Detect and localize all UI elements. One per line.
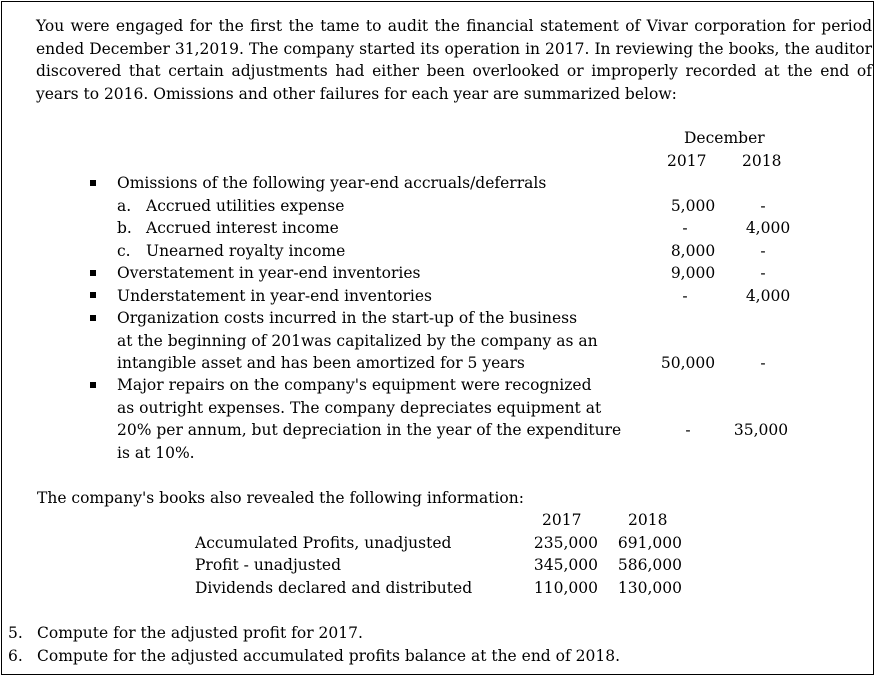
- overstatement-2017: 9,000: [670, 264, 716, 282]
- bullet-icon: [90, 382, 96, 388]
- item-b-2018: 4,000: [745, 219, 791, 237]
- bullet-icon: [90, 180, 96, 186]
- bullet-icon: [90, 292, 96, 298]
- repairs-2018: 35,000: [733, 421, 789, 439]
- item-b-text: Accrued interest income: [146, 219, 339, 237]
- question-text: Compute for the adjusted accumulated profits balance at the end of 2018.: [37, 647, 621, 665]
- books-row-2017: 345,000: [533, 556, 598, 574]
- books-row-label: Accumulated Profits, unadjusted: [195, 534, 452, 552]
- books-intro: The company's books also revealed the following information:: [37, 489, 524, 507]
- intro-text: You were engaged for the first the tame to audit the financial statement of Vivar corporation for period ended December 31,2019. The company started its operation in 2017. In reviewing the books, the auditor discovered that certain adjustments had either been overlooked or improperly recorded at the end of years to 2016. Omissions and other failures for each year are summarized below:: [36, 17, 872, 103]
- overstatement-2018: -: [760, 264, 766, 282]
- question-number: 5.: [8, 624, 23, 642]
- item-c-2017: 8,000: [670, 242, 716, 260]
- org-costs-line-2: at the beginning of 201was capitalized by the company as an: [117, 332, 598, 350]
- repairs-line-2: as outright expenses. The company depreciates equipment at: [117, 399, 602, 417]
- repairs-line-3: 20% per annum, but depreciation in the year of the expenditure: [117, 421, 622, 439]
- item-b-2017: -: [682, 219, 688, 237]
- org-costs-line-1: Organization costs incurred in the start-up of the business: [117, 309, 578, 327]
- books-row-2017: 110,000: [533, 579, 598, 597]
- item-a-letter: a.: [117, 197, 132, 215]
- item-b-letter: b.: [117, 219, 132, 237]
- repairs-line-4: is at 10%.: [117, 444, 195, 462]
- item-a-2018: -: [760, 197, 766, 215]
- books-row-label: Profit - unadjusted: [195, 556, 342, 574]
- books-row-2017: 235,000: [533, 534, 598, 552]
- understatement-text: Understatement in year-end inventories: [117, 287, 432, 305]
- item-a-text: Accrued utilities expense: [146, 197, 345, 215]
- question-number: 6.: [8, 647, 23, 665]
- header-year-2018: 2018: [742, 152, 782, 170]
- repairs-line-1: Major repairs on the company's equipment were recognized: [117, 376, 592, 394]
- understatement-2018: 4,000: [745, 287, 791, 305]
- books-row-2018: 586,000: [617, 556, 682, 574]
- org-costs-2018: -: [760, 354, 766, 372]
- item-c-text: Unearned royalty income: [146, 242, 346, 260]
- question-text: Compute for the adjusted profit for 2017.: [37, 624, 363, 642]
- understatement-2017: -: [682, 287, 688, 305]
- org-costs-2017: 50,000: [660, 354, 716, 372]
- org-costs-line-3: intangible asset and has been amortized for 5 years: [117, 354, 525, 372]
- books-year-2018: 2018: [628, 511, 668, 529]
- bullet-icon: [90, 315, 96, 321]
- omissions-heading: Omissions of the following year-end accruals/deferrals: [117, 174, 547, 192]
- header-month: December: [684, 129, 765, 147]
- books-row-label: Dividends declared and distributed: [195, 579, 473, 597]
- bullet-icon: [90, 270, 96, 276]
- intro-paragraph: [36, 15, 872, 105]
- header-year-2017: 2017: [667, 152, 707, 170]
- books-year-2017: 2017: [542, 511, 582, 529]
- books-row-2018: 130,000: [617, 579, 682, 597]
- books-row-2018: 691,000: [617, 534, 682, 552]
- item-c-letter: c.: [117, 242, 131, 260]
- item-c-2018: -: [760, 242, 766, 260]
- overstatement-text: Overstatement in year-end inventories: [117, 264, 421, 282]
- item-a-2017: 5,000: [670, 197, 716, 215]
- repairs-2017: -: [685, 421, 691, 439]
